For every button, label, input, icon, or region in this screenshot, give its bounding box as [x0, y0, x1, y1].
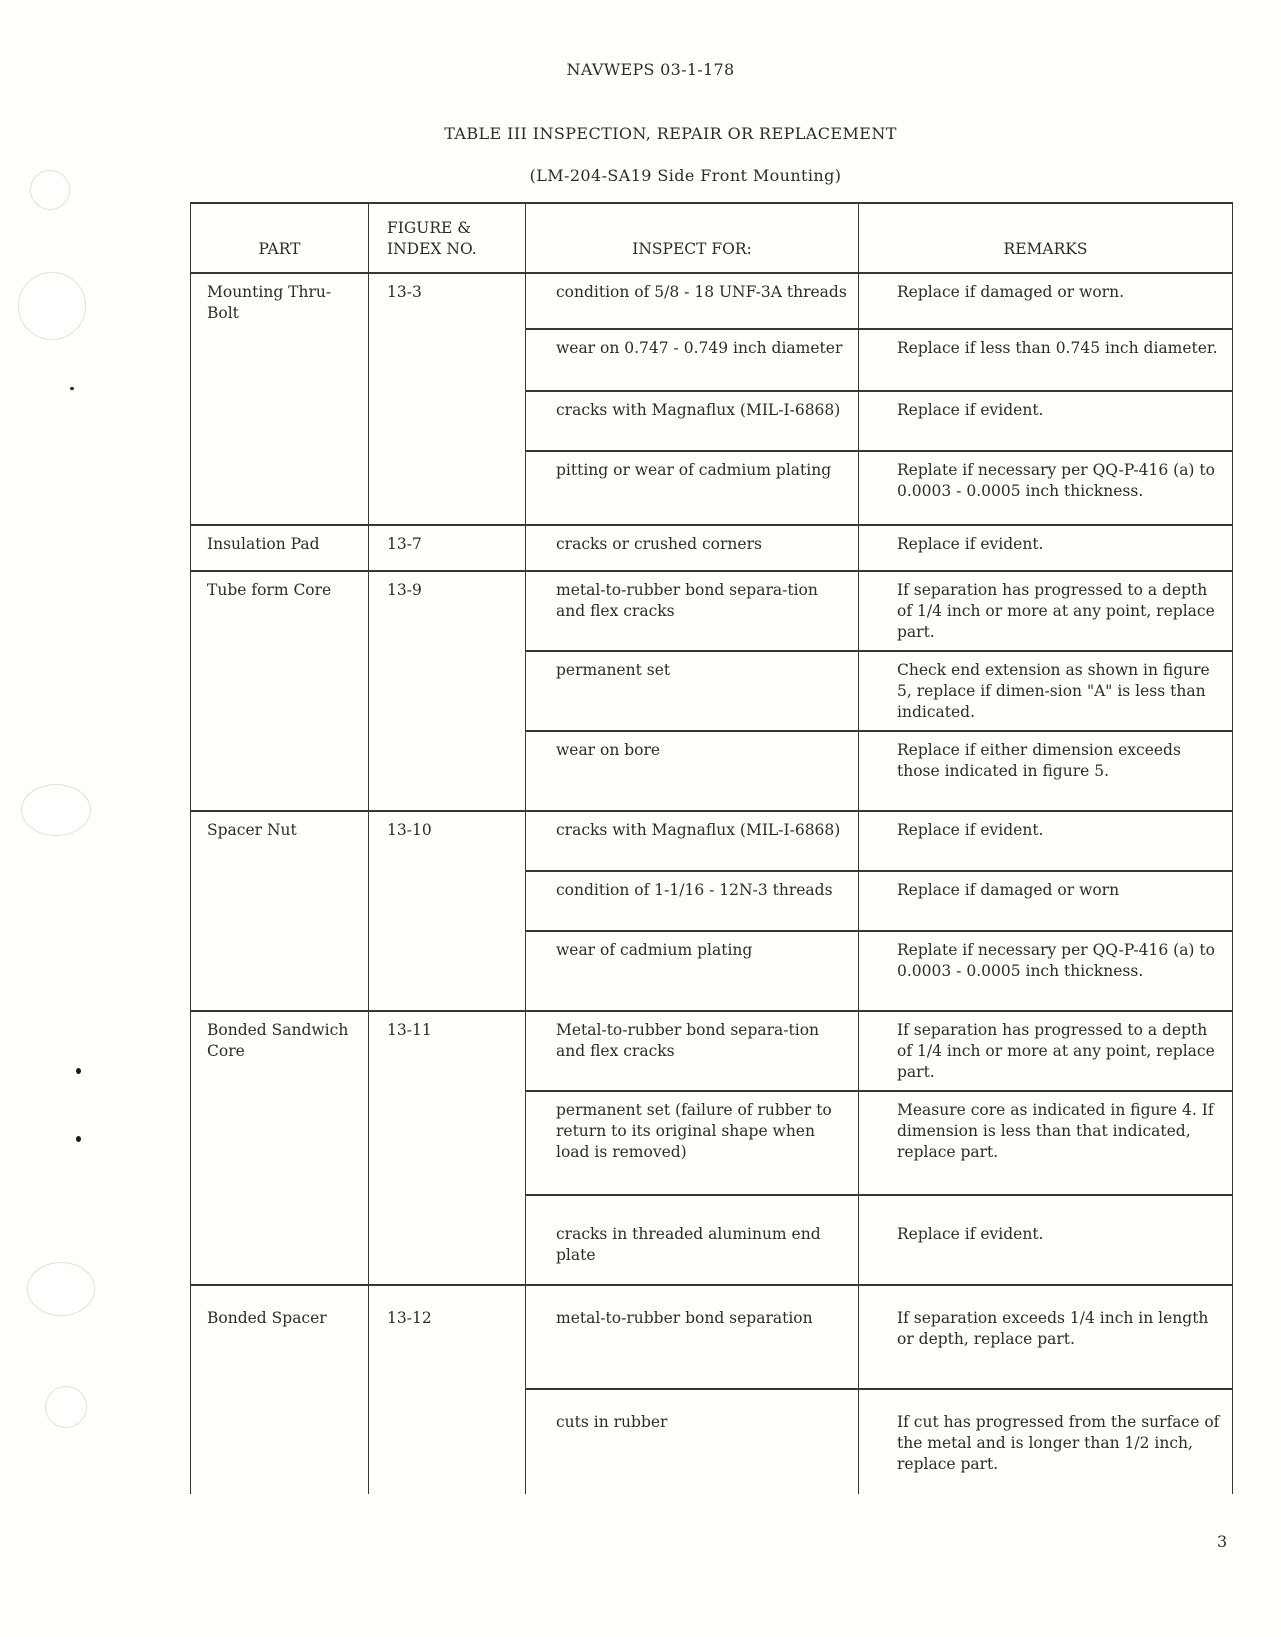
column-header-inspect: INSPECT FOR:	[526, 203, 859, 273]
table-row	[191, 1011, 1233, 1091]
remarks-cell: Replace if damaged or worn	[859, 871, 1233, 931]
remarks-cell: If cut has progressed from the surface of the metal and is longer than 1/2 inch, replace part.	[859, 1389, 1233, 1494]
table-header-row	[191, 203, 1233, 273]
table-body	[191, 273, 1233, 1494]
table-row	[191, 1285, 1233, 1389]
margin-mark	[76, 1136, 81, 1142]
inspect-for-cell: condition of 1-1/16 - 12N-3 threads	[526, 871, 859, 931]
figure-index-cell: 13-12	[369, 1285, 526, 1494]
figure-index-cell: 13-10	[369, 811, 526, 1011]
remarks-cell: If separation has progressed to a depth of 1/4 inch or more at any point, replace part.	[859, 1011, 1233, 1091]
part-name-cell: Spacer Nut	[191, 811, 369, 1011]
column-header-figure-line1: FIGURE &	[387, 219, 472, 237]
inspect-for-cell: cracks or crushed corners	[526, 525, 859, 571]
table-row	[191, 571, 1233, 651]
table-subtitle: (LM-204-SA19 Side Front Mounting)	[529, 166, 842, 185]
punch-hole	[27, 1262, 95, 1316]
inspect-for-cell: Metal-to-rubber bond separa-tion and flex cracks	[526, 1011, 859, 1091]
punch-hole	[21, 784, 91, 836]
inspect-for-cell: wear of cadmium plating	[526, 931, 859, 1011]
inspect-for-cell: condition of 5/8 - 18 UNF-3A threads	[526, 273, 859, 329]
remarks-cell: Replate if necessary per QQ-P-416 (a) to 0.0003 - 0.0005 inch thickness.	[859, 451, 1233, 525]
figure-index-cell: 13-11	[369, 1011, 526, 1285]
column-header-part: PART	[191, 203, 369, 273]
inspect-for-cell: cracks in threaded aluminum end plate	[526, 1195, 859, 1285]
inspect-for-cell: permanent set (failure of rubber to return to its original shape when load is removed)	[526, 1091, 859, 1195]
column-header-remarks: REMARKS	[859, 203, 1233, 273]
figure-index-cell: 13-9	[369, 571, 526, 811]
remarks-cell: Replace if evident.	[859, 391, 1233, 451]
remarks-cell: Replace if evident.	[859, 525, 1233, 571]
remarks-cell: Check end extension as shown in figure 5, replace if dimen-sion "A" is less than indicated.	[859, 651, 1233, 731]
inspect-for-cell: metal-to-rubber bond separa-tion and flex cracks	[526, 571, 859, 651]
page-number: 3	[1217, 1532, 1228, 1551]
document-id: NAVWEPS 03-1-178	[566, 60, 735, 79]
remarks-cell: Replate if necessary per QQ-P-416 (a) to 0.0003 - 0.0005 inch thickness.	[859, 931, 1233, 1011]
part-name-cell: Insulation Pad	[191, 525, 369, 571]
punch-hole	[18, 272, 86, 340]
column-header-figure-line2: INDEX NO.	[387, 240, 477, 258]
part-name-cell: Bonded Sandwich Core	[191, 1011, 369, 1285]
table-row	[191, 811, 1233, 871]
inspect-for-cell: permanent set	[526, 651, 859, 731]
remarks-cell: Replace if evident.	[859, 811, 1233, 871]
table-row	[191, 273, 1233, 329]
inspect-for-cell: metal-to-rubber bond separation	[526, 1285, 859, 1389]
remarks-cell: Replace if either dimension exceeds those indicated in figure 5.	[859, 731, 1233, 811]
table-row	[191, 525, 1233, 571]
inspect-for-cell: cuts in rubber	[526, 1389, 859, 1494]
inspection-table	[190, 202, 1233, 1494]
margin-mark	[70, 387, 74, 390]
inspect-for-cell: wear on bore	[526, 731, 859, 811]
table-title: TABLE III INSPECTION, REPAIR OR REPLACEMENT	[444, 124, 897, 143]
inspect-for-cell: cracks with Magnaflux (MIL-I-6868)	[526, 391, 859, 451]
part-name-cell: Tube form Core	[191, 571, 369, 811]
remarks-cell: Measure core as indicated in figure 4. If dimension is less than that indicated, replace part.	[859, 1091, 1233, 1195]
inspect-for-cell: wear on 0.747 - 0.749 inch diameter	[526, 329, 859, 391]
remarks-cell: If separation exceeds 1/4 inch in length or depth, replace part.	[859, 1285, 1233, 1389]
inspect-for-cell: cracks with Magnaflux (MIL-I-6868)	[526, 811, 859, 871]
remarks-cell: Replace if less than 0.745 inch diameter.	[859, 329, 1233, 391]
punch-hole	[45, 1386, 87, 1428]
inspect-for-cell: pitting or wear of cadmium plating	[526, 451, 859, 525]
column-header-figure	[369, 203, 526, 273]
remarks-cell: Replace if evident.	[859, 1195, 1233, 1285]
figure-index-cell: 13-3	[369, 273, 526, 525]
remarks-cell: If separation has progressed to a depth of 1/4 inch or more at any point, replace part.	[859, 571, 1233, 651]
margin-mark	[76, 1068, 81, 1074]
remarks-cell: Replace if damaged or worn.	[859, 273, 1233, 329]
figure-index-cell: 13-7	[369, 525, 526, 571]
part-name-cell: Mounting Thru-Bolt	[191, 273, 369, 525]
part-name-cell: Bonded Spacer	[191, 1285, 369, 1494]
